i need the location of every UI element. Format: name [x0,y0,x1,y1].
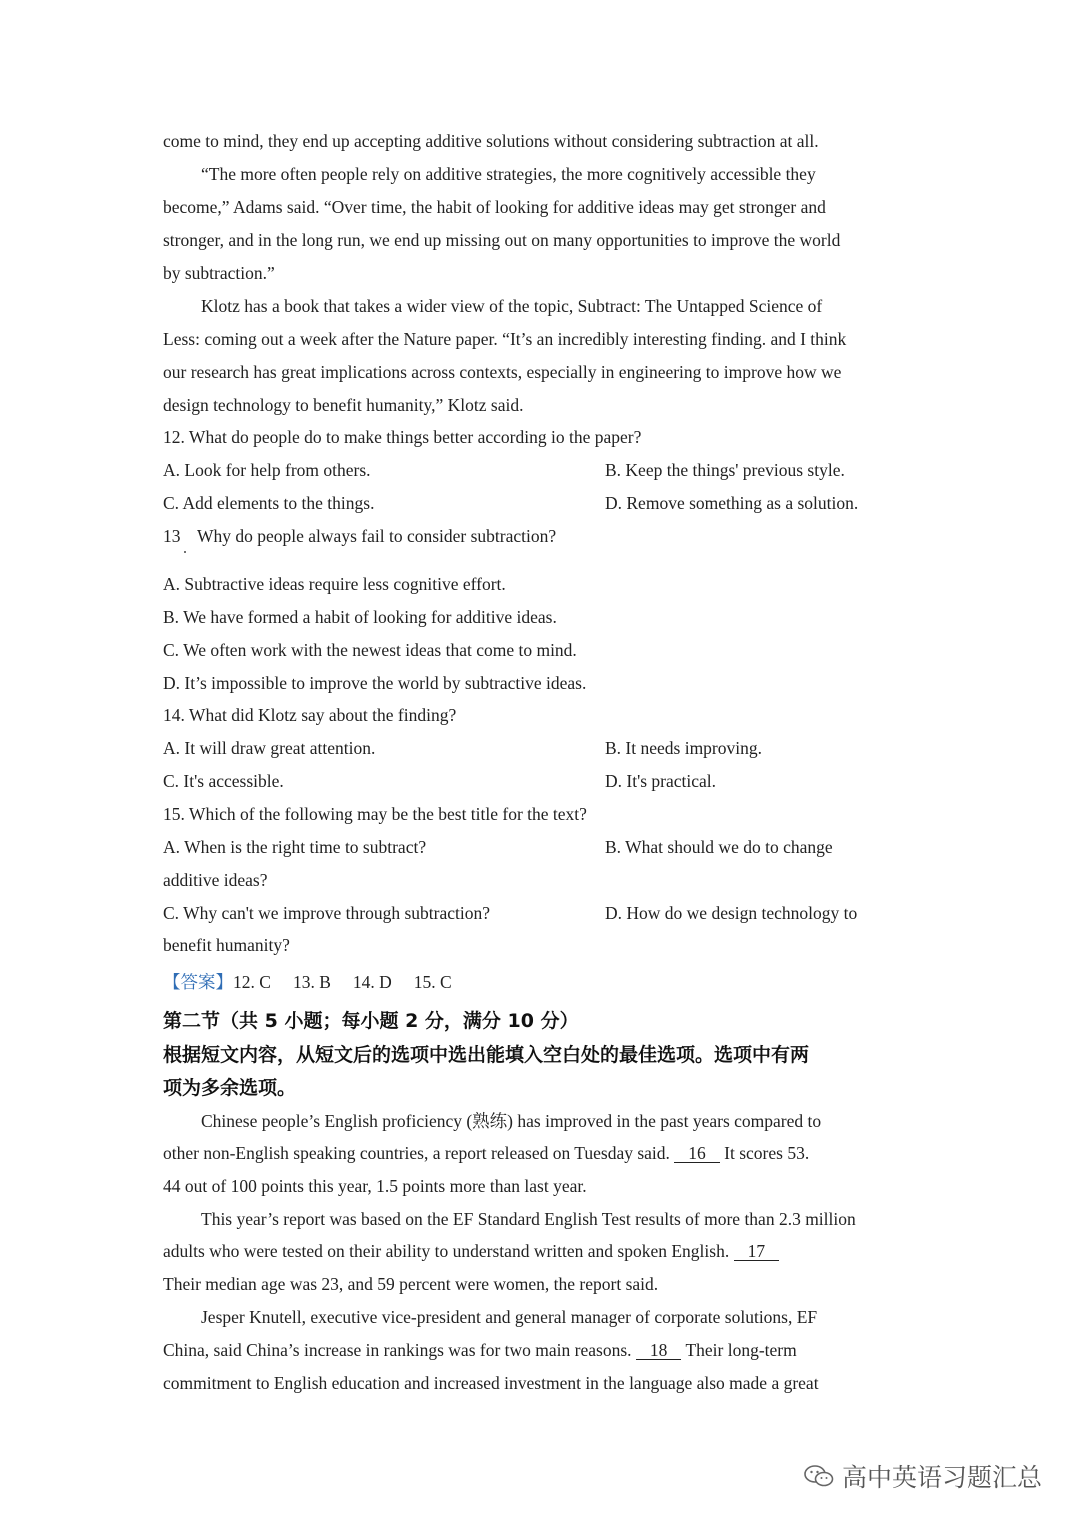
q13-option-c: C. We often work with the newest ideas that come to mind. [163,640,577,660]
q13-option-a: A. Subtractive ideas require less cognitive effort. [163,574,506,594]
passage-line: design technology to benefit humanity,” Klotz said. [163,395,524,415]
passage-line: Less: coming out a week after the Nature paper. “It’s an incredibly interesting finding. and I think [163,329,847,349]
blank-18[interactable]: 18 [636,1341,682,1360]
passage-line: Klotz has a book that takes a wider view of the topic, Subtract: The Untapped Science of [201,296,823,316]
blank-16[interactable]: 16 [674,1144,720,1163]
passage2-text: Their long-term [685,1340,797,1360]
watermark-text: 高中英语习题汇总 [841,1463,1042,1492]
answer-item: 12. C [233,972,271,992]
passage2-line: This year’s report was based on the EF Standard English Test results of more than 2.3 million [201,1209,856,1229]
section-instruction: 根据短文内容，从短文后的选项中选出能填入空白处的最佳选项。选项中有两 [163,1044,810,1066]
answer-item: 14. D [352,972,392,992]
q15-option-d: D. How do we design technology to [605,903,858,923]
passage-line: stronger, and in the long run, we end up missing out on many opportunities to improve the world [163,230,841,250]
passage-line: become,” Adams said. “Over time, the habit of looking for additive ideas may get stronger and [163,197,826,217]
passage-line: “The more often people rely on additive strategies, the more cognitively accessible they [201,164,816,184]
question-14-stem: 14. What did Klotz say about the finding? [163,705,457,725]
section-title: 第二节（共 5 小题；每小题 2 分，满分 10 分） [163,1010,579,1032]
q13-option-b: B. We have formed a habit of looking for additive ideas. [163,607,557,627]
q14-option-d: D. It's practical. [605,771,717,791]
passage2-text: China, said China’s increase in rankings was for two main reasons. [163,1340,632,1360]
passage-line: our research has great implications across contexts, especially in engineering to improve how we [163,362,842,382]
passage2-line [163,1143,809,1164]
passage2-text: It scores 53. [724,1143,810,1163]
question-12-stem: 12. What do people do to make things better according io the paper? [163,427,642,447]
q12-option-d: D. Remove something as a solution. [605,493,859,513]
q13-option-d: D. It’s impossible to improve the world by subtractive ideas. [163,673,587,693]
passage2-line: Their median age was 23, and 59 percent were women, the report said. [163,1274,659,1294]
question-13-number: 13 [163,526,181,546]
watermark [804,1458,1042,1494]
q15-option-c: C. Why can't we improve through subtraction? [163,903,490,923]
passage2-text: other non-English speaking countries, a report released on Tuesday said. [163,1143,670,1163]
q15-option-b: B. What should we do to change [605,837,833,857]
passage2-line: Jesper Knutell, executive vice-president and general manager of corporate solutions, EF [201,1307,818,1327]
answer-key [163,969,474,994]
answer-label: 【答案】 [163,972,233,992]
q12-option-c: C. Add elements to the things. [163,493,375,513]
passage2-line: commitment to English education and increased investment in the language also made a great [163,1373,819,1393]
stray-dot [184,551,186,553]
passage2-line [163,1241,779,1262]
q14-option-a: A. It will draw great attention. [163,738,376,758]
answer-item: 15. C [413,972,452,992]
q15-option-b-continued: additive ideas? [163,870,268,890]
section-instruction-continued: 项为多余选项。 [163,1077,297,1099]
passage2-line [163,1340,797,1361]
q14-option-b: B. It needs improving. [605,738,762,758]
q12-option-b: B. Keep the things' previous style. [605,460,845,480]
q12-option-a: A. Look for help from others. [163,460,371,480]
q14-option-c: C. It's accessible. [163,771,284,791]
question-15-stem: 15. Which of the following may be the best title for the text? [163,804,587,824]
blank-17[interactable]: 17 [734,1242,780,1261]
wechat-icon [804,1464,834,1488]
passage2-line: Chinese people’s English proficiency (熟练) has improved in the past years compared to [201,1111,822,1131]
q15-option-d-continued: benefit humanity? [163,935,290,955]
q15-option-a: A. When is the right time to subtract? [163,837,427,857]
answer-item: 13. B [292,972,331,992]
question-13-stem: Why do people always fail to consider subtraction? [197,526,557,546]
passage2-text: adults who were tested on their ability to understand written and spoken English. [163,1241,730,1261]
passage-line: by subtraction.” [163,263,275,283]
passage-line: come to mind, they end up accepting additive solutions without considering subtraction at all. [163,131,819,151]
passage2-line: 44 out of 100 points this year, 1.5 points more than last year. [163,1176,587,1196]
